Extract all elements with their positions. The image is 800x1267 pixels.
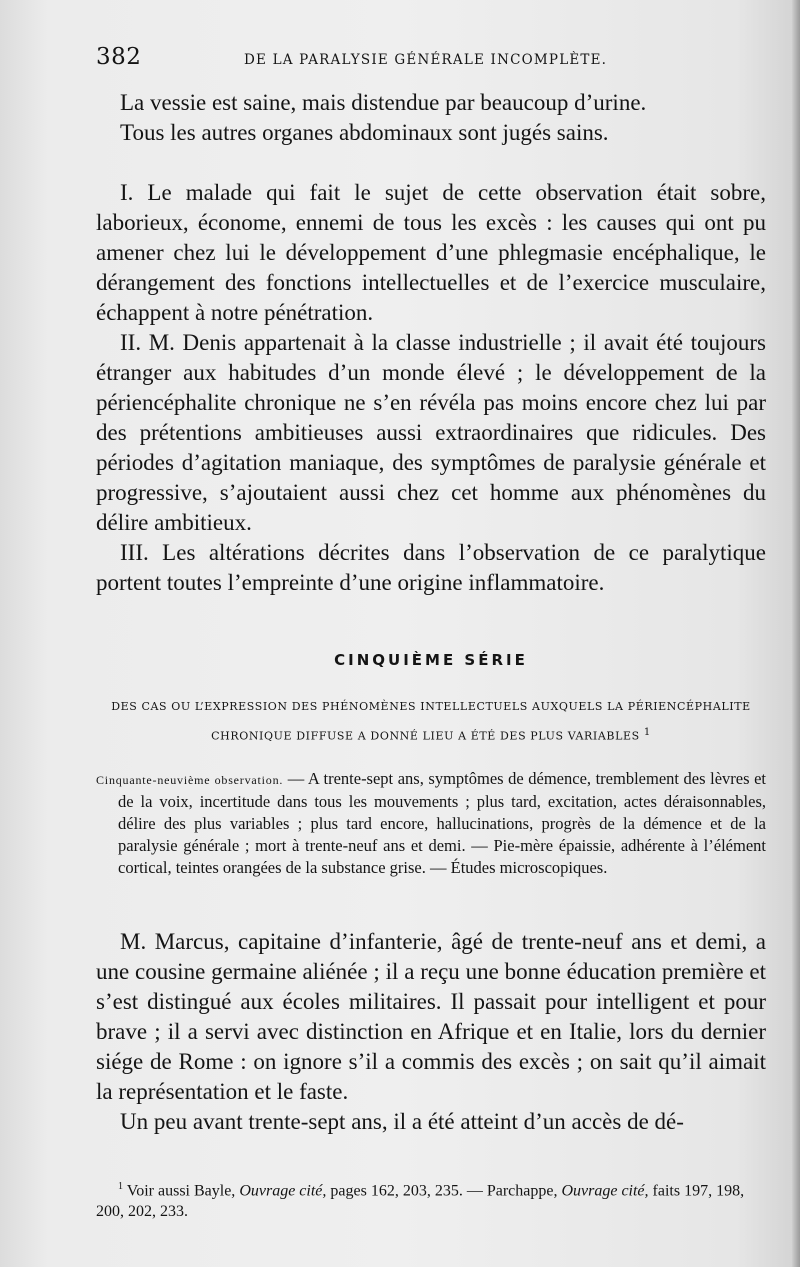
numbered-conclusions (96, 178, 766, 598)
footnote-italic-1: Ouvrage cité, (239, 1182, 327, 1200)
page-edge (792, 0, 800, 1267)
running-head (96, 44, 776, 74)
conclusion-2: II. M. Denis appartenait à la classe industrielle ; il avait été toujours étranger aux habitudes d’un monde élevé ; le développement de la périencéphalite chronique ne s’en révéla pas moins encore chez lui par des prétentions ambitieuses aussi extraordinaires que ridicules. Des périodes d’agitation maniaque, des symptômes de paralysie générale et progressive, s’ajoutaient aussi chez cet homme aux phénomènes du délire ambitieux. (96, 330, 766, 535)
conclusion-3: III. Les altérations décrites dans l’observation de ce paralytique portent toutes l’empreinte d’une origine inflammatoire. (96, 540, 766, 595)
footnote-text-3: faits 197, 198, 200, 202, 233. (96, 1182, 745, 1221)
summary-paragraph (96, 768, 766, 879)
observation-heading: Cinquante-neuvième observation. (96, 773, 284, 787)
observation-body (96, 927, 766, 1137)
footnote-italic-2: Ouvrage cité, (561, 1182, 649, 1200)
observation-summary (96, 768, 766, 879)
footnote-paragraph (96, 1176, 766, 1222)
series-subtitle (96, 694, 766, 750)
series-subtitle-line-2-wrap (96, 720, 766, 750)
footnote-text-2: pages 162, 203, 235. — Parchappe, (326, 1182, 562, 1200)
footnote-text-1: Voir aussi Bayle, (126, 1182, 240, 1200)
running-title: DE LA PARALYSIE GÉNÉRALE INCOMPLÈTE. (244, 52, 608, 68)
observation-paragraph-1: M. Marcus, capitaine d’infanterie, âgé de trente-neuf ans et demi, a une cousine germaine aliénée ; il a reçu une bonne éducation première et s’est distingué aux écoles militaires. Il passait pour intelligent et pour brave ; il a servi avec distinction en Afrique et en Italie, lors du dernier siége de Rome : on ignore s’il a commis des excès ; on sait qu’il aimait la représentation et le faste. (96, 929, 766, 1104)
opening-line-1: La vessie est saine, mais distendue par beaucoup d’urine. (120, 90, 647, 115)
footnote (96, 1176, 766, 1222)
summary-text: — A trente-sept ans, symptômes de démence, tremblement des lèvres et de la voix, incertitude dans tous les mouvements ; plus tard, excitation, actes déraisonnables, délire des plus variables ; plus tard encore, hallucinations, progrès de la démence et de la paralysie générale ; mort à trente-neuf ans et demi. — Pie-mère épaissie, adhérente à l’élément cortical, teintes orangées de la substance grise. — Études microscopiques. (118, 769, 766, 877)
series-title: CINQUIÈME SÉRIE (334, 651, 528, 669)
footnote-marker: 1 (118, 1181, 123, 1192)
opening-line-2: Tous les autres organes abdominaux sont jugés sains. (120, 120, 609, 145)
conclusion-1: I. Le malade qui fait le sujet de cette observation était sobre, laborieux, économe, ennemi de tous les excès : les causes qui ont pu amener chez lui le développement d’une phlegmasie encéphalique, le dérangement des fonctions intellectuelles et de l’exercice musculaire, échappent à notre pénétration. (96, 180, 766, 325)
series-subtitle-line-2: CHRONIQUE DIFFUSE A DONNÉ LIEU A ÉTÉ DES PLUS VARIABLES (211, 729, 640, 743)
opening-section (96, 88, 766, 148)
series-subtitle-line-1: DES CAS OU L’EXPRESSION DES PHÉNOMÈNES INTELLECTUELS AUXQUELS LA PÉRIENCÉPHALITE (111, 700, 751, 713)
page-number: 382 (96, 44, 142, 70)
footnote-ref: 1 (643, 727, 651, 738)
observation-paragraph-2: Un peu avant trente-sept ans, il a été atteint d’un accès de dé- (120, 1109, 684, 1134)
